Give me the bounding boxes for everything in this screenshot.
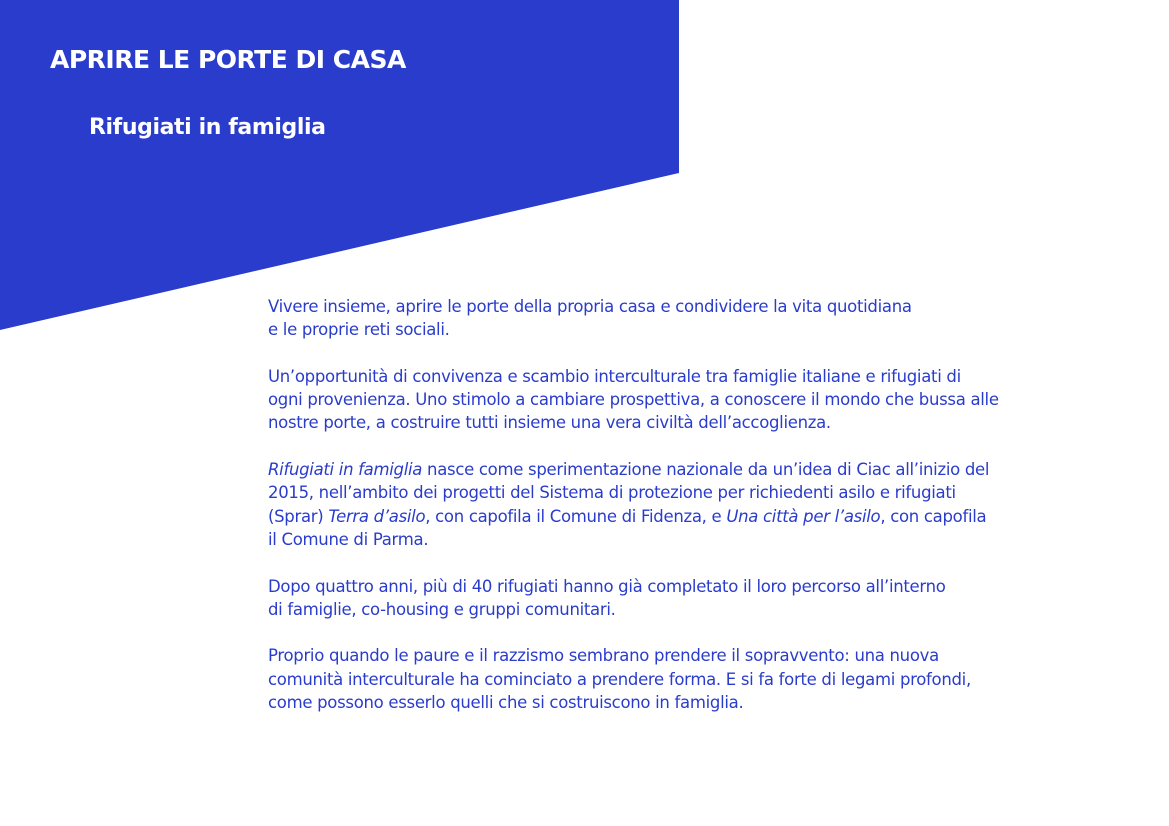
italic-project-name: Terra d’asilo bbox=[328, 506, 426, 526]
paragraph-3 bbox=[268, 458, 1068, 551]
text-line: ogni provenienza. Uno stimolo a cambiare prospettiva, a conoscere il mondo che bussa alle bbox=[268, 390, 999, 410]
italic-project-name: Rifugiati in famiglia bbox=[268, 460, 423, 480]
paragraph-1 bbox=[268, 295, 1068, 342]
paragraph-5 bbox=[268, 644, 1068, 714]
text-line: Dopo quattro anni, più di 40 rifugiati hanno già completato il loro percorso all’interno bbox=[268, 576, 946, 596]
text-line bbox=[268, 505, 1068, 528]
paragraph-4 bbox=[268, 575, 1068, 622]
text-line: Un’opportunità di convivenza e scambio interculturale tra famiglie italiane e rifugiati di bbox=[268, 366, 961, 386]
text-fragment: , con capofila bbox=[880, 506, 987, 526]
text-line bbox=[268, 458, 1068, 481]
text-line: il Comune di Parma. bbox=[268, 529, 429, 549]
text-line: comunità interculturale ha cominciato a prendere forma. E si fa forte di legami profondi, bbox=[268, 669, 971, 689]
paragraph-2 bbox=[268, 365, 1068, 435]
text-fragment: , con capofila il Comune di Fidenza, e bbox=[425, 506, 727, 526]
text-fragment: nasce come sperimentazione nazionale da un’idea di Ciac all’inizio del bbox=[422, 460, 990, 480]
italic-project-name: Una città per l’asilo bbox=[726, 506, 881, 526]
text-line: Vivere insieme, aprire le porte della propria casa e condividere la vita quotidiana bbox=[268, 297, 912, 316]
page-subtitle: Rifugiati in famiglia bbox=[89, 115, 326, 140]
text-line: di famiglie, co-housing e gruppi comunitari. bbox=[268, 599, 616, 619]
text-line: come possono esserlo quelli che si costruiscono in famiglia. bbox=[268, 693, 744, 713]
text-fragment: (Sprar) bbox=[268, 506, 329, 526]
text-line: Proprio quando le paure e il razzismo sembrano prendere il sopravvento: una nuova bbox=[268, 646, 939, 666]
text-line: 2015, nell’ambito dei progetti del Sistema di protezione per richiedenti asilo e rifugiati bbox=[268, 483, 956, 503]
text-line: e le proprie reti sociali. bbox=[268, 320, 450, 340]
page-title: APRIRE LE PORTE DI CASA bbox=[50, 45, 406, 74]
body-text bbox=[268, 295, 1068, 738]
text-line: nostre porte, a costruire tutti insieme una vera civiltà dell’accoglienza. bbox=[268, 413, 831, 433]
